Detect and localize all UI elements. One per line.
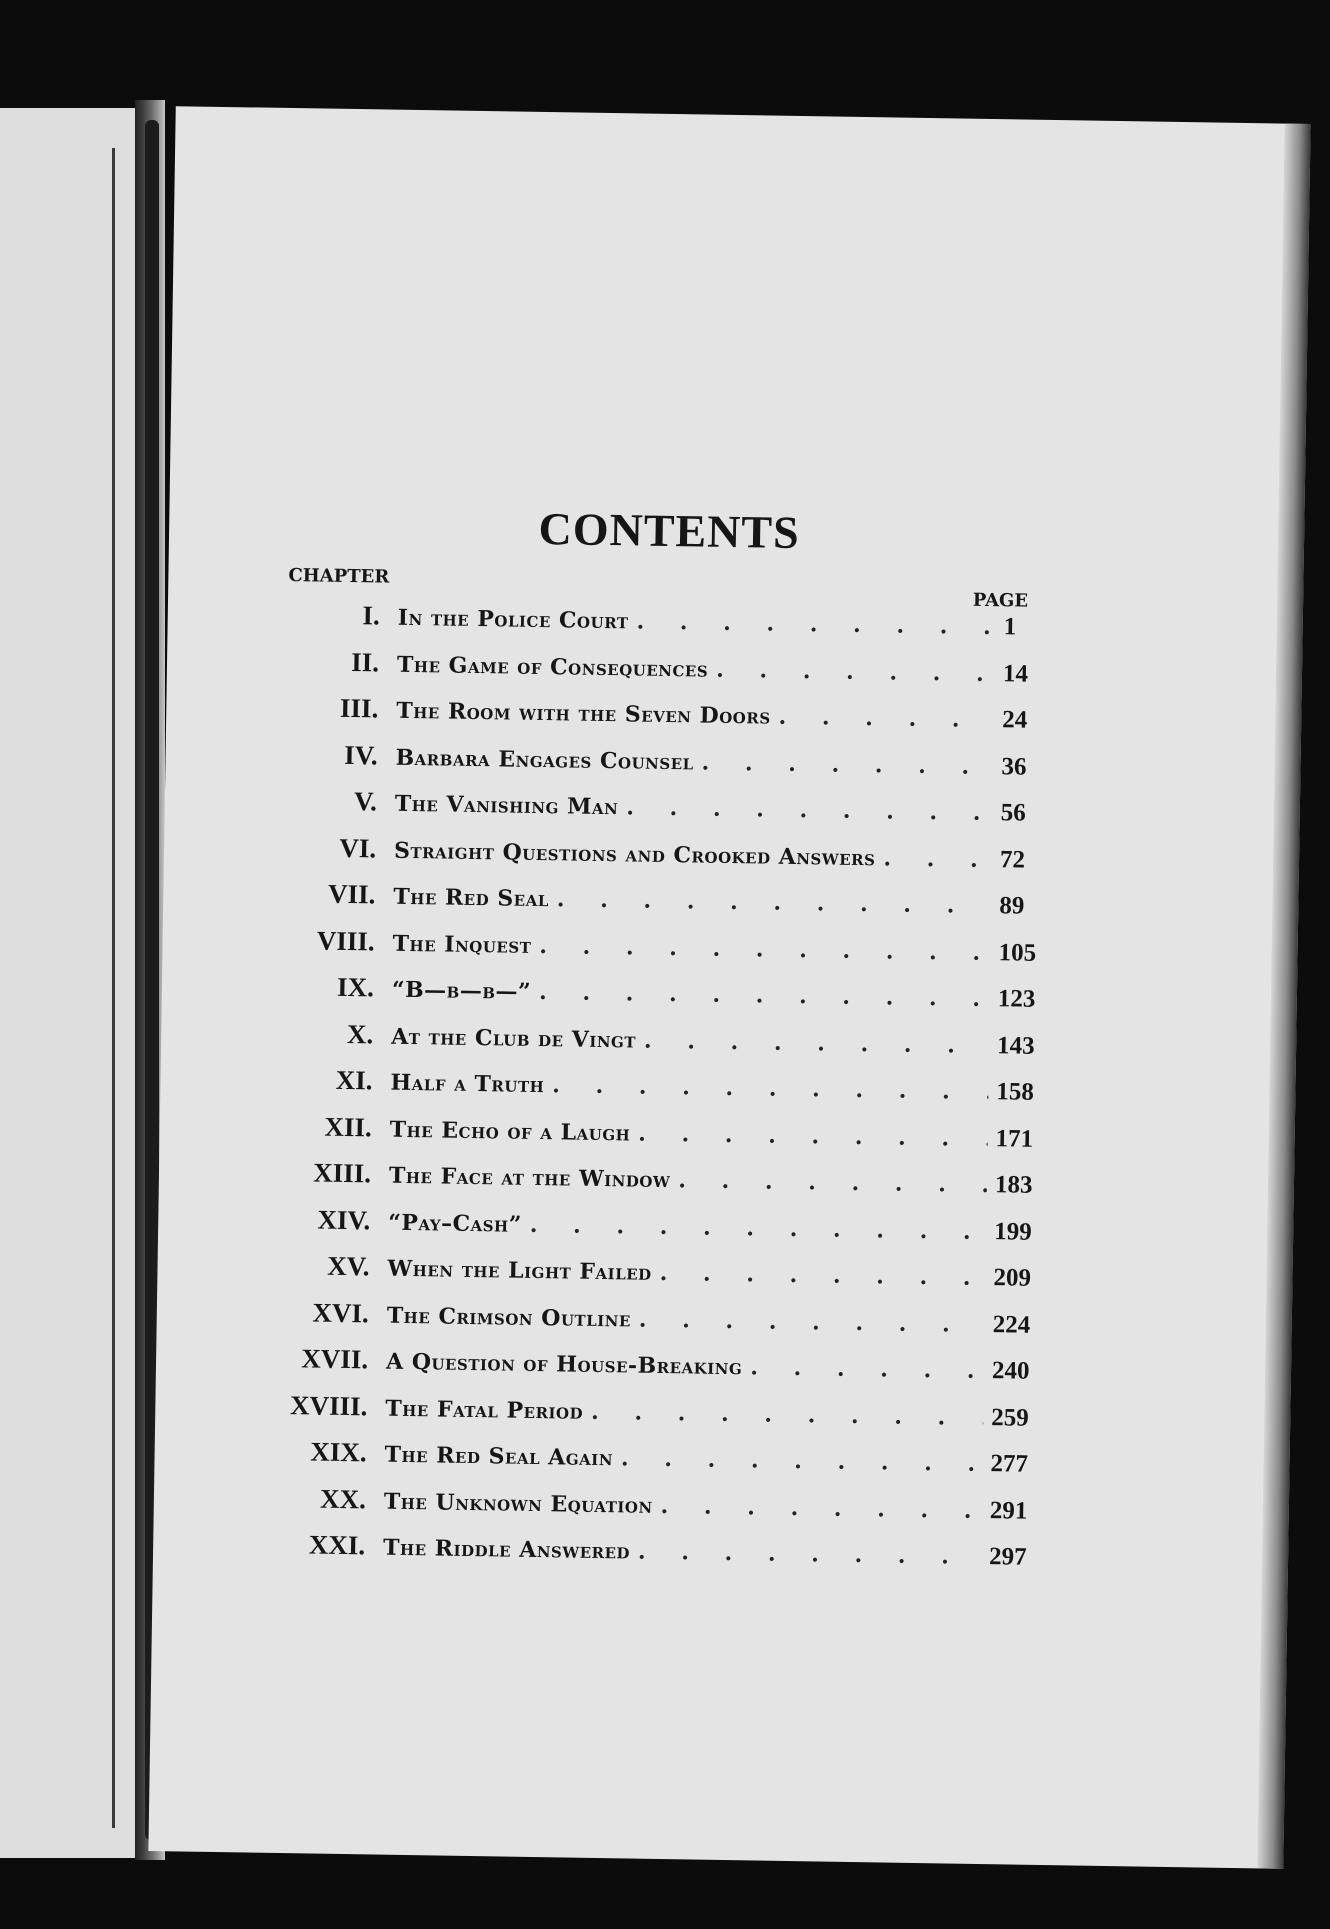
page-number: 291: [989, 1496, 1028, 1525]
chapter-title: The Riddle Answered: [382, 1534, 631, 1565]
table-of-contents: [263, 498, 1060, 1588]
chapter-title: The Game of Consequences: [396, 651, 709, 683]
chapter-number: X.: [346, 1018, 374, 1049]
dot-leader: [750, 1354, 984, 1384]
chapter-number: XX.: [319, 1483, 367, 1514]
chapter-number: XIV.: [317, 1204, 371, 1235]
dot-leader: [539, 933, 991, 966]
chapter-number: I.: [362, 600, 381, 631]
chapter-title: The Red Seal: [393, 883, 550, 913]
page-column-label: PAGE: [972, 589, 1029, 612]
chapter-number: XXI.: [308, 1529, 366, 1561]
page-number: 24: [1002, 706, 1028, 734]
chapter-title: At the Club de Vingt: [390, 1023, 637, 1054]
chapter-number: VI.: [339, 832, 377, 863]
page-number: 224: [992, 1310, 1031, 1339]
page-number: 158: [996, 1078, 1035, 1106]
dot-leader: [539, 979, 990, 1012]
dot-leader: [701, 749, 993, 780]
dot-leader: [716, 656, 995, 686]
chapter-number: IV.: [344, 739, 378, 770]
chapter-title: The Fatal Period: [385, 1395, 584, 1425]
page-number: 209: [993, 1264, 1032, 1292]
chapter-column-label: CHAPTER: [288, 565, 390, 588]
dot-leader: [659, 1260, 985, 1291]
chapter-number: XIX.: [310, 1436, 367, 1468]
chapter-number: XVIII.: [289, 1389, 368, 1421]
chapter-number: XIII.: [313, 1157, 372, 1189]
chapter-title: The Red Seal Again: [384, 1441, 614, 1472]
chapter-title: Half a Truth: [390, 1069, 545, 1099]
page-number: 240: [991, 1357, 1030, 1385]
page-edge: [1257, 124, 1310, 1869]
dot-leader: [639, 1306, 985, 1337]
page-number: 259: [991, 1403, 1029, 1432]
dot-leader: [626, 794, 993, 826]
page-number: 1: [1003, 613, 1017, 641]
page-number: 72: [999, 845, 1026, 874]
chapter-title: “Pay–Cash”: [388, 1209, 523, 1238]
chapter-number: V.: [353, 786, 378, 817]
chapter-number: XVI.: [312, 1296, 370, 1328]
chapter-title: The Face at the Window: [388, 1162, 671, 1194]
page-number: 199: [993, 1217, 1032, 1246]
chapter-number: XII.: [324, 1111, 373, 1142]
page-number: 143: [996, 1031, 1035, 1060]
chapter-number: VII.: [327, 878, 376, 910]
page-number: 171: [995, 1124, 1034, 1153]
facing-page: [0, 108, 135, 1858]
chapter-title: The Room with the Seven Doors: [396, 697, 771, 730]
chapter-title: The Unknown Equation: [383, 1488, 653, 1519]
page-number: 89: [999, 892, 1025, 920]
dot-leader: [530, 1211, 987, 1244]
chapter-number: XV.: [327, 1250, 370, 1282]
dot-leader: [883, 845, 992, 873]
page-number: 297: [988, 1543, 1027, 1571]
dot-leader: [638, 1120, 988, 1151]
chapter-title: In the Police Court: [397, 604, 629, 635]
page-number: 56: [1000, 799, 1026, 827]
chapter-number: VIII.: [316, 925, 375, 956]
dot-leader: [552, 1072, 989, 1105]
chapter-title: The Crimson Outline: [386, 1302, 632, 1332]
chapter-title: The Echo of a Laugh: [389, 1116, 631, 1146]
chapter-title: “B—b—b—”: [391, 976, 532, 1005]
dot-leader: [644, 1027, 990, 1058]
chapter-title: Straight Questions and Crooked Answers: [393, 837, 876, 871]
chapter-number: II.: [351, 646, 380, 677]
chapter-title: When the Light Failed: [387, 1255, 652, 1286]
page-number: 14: [1002, 659, 1029, 688]
page-number: 105: [998, 938, 1037, 967]
page-title: CONTENTS: [538, 502, 801, 559]
chapter-title: The Inquest: [392, 930, 532, 959]
contents-page: [148, 106, 1310, 1869]
dot-leader: [557, 886, 992, 919]
dot-leader: [638, 1539, 981, 1570]
chapter-title: The Vanishing Man: [394, 790, 619, 821]
dot-leader: [636, 608, 996, 640]
dot-leader: [778, 704, 994, 733]
dot-leader: [591, 1398, 984, 1430]
dot-leader: [678, 1167, 987, 1198]
chapter-title: Barbara Engages Counsel: [395, 744, 694, 775]
contents-list: [263, 599, 1058, 1588]
dot-leader: [621, 1445, 983, 1477]
page-number: 277: [990, 1450, 1029, 1478]
chapter-title: A Question of House-Breaking: [385, 1348, 743, 1381]
chapter-number: XVII.: [301, 1343, 369, 1375]
page-number: 183: [994, 1171, 1033, 1199]
dot-leader: [660, 1492, 982, 1523]
chapter-number: III.: [339, 692, 379, 724]
chapter-number: IX.: [336, 971, 375, 1003]
page-number: 36: [1001, 752, 1027, 781]
chapter-number: XI.: [335, 1064, 373, 1096]
page-number: 123: [997, 985, 1036, 1013]
